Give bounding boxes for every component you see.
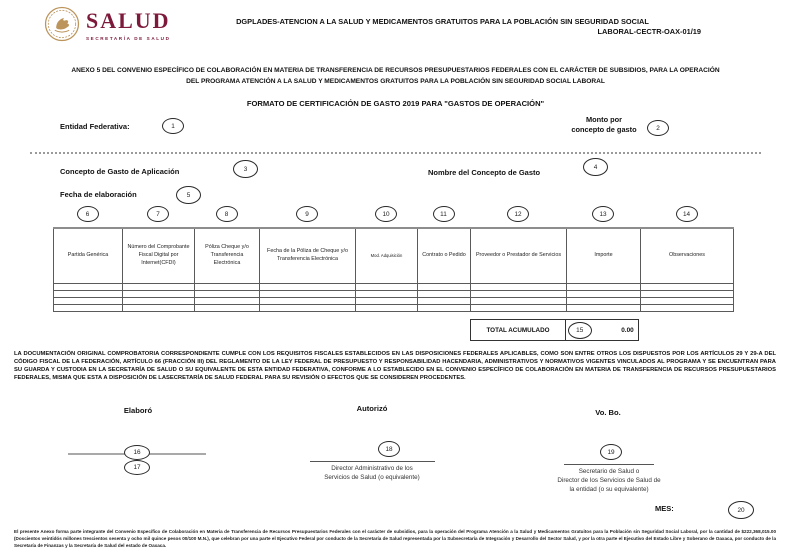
vobo-signer-title [534,468,684,494]
table-empty-row [54,297,734,304]
table-empty-row [54,304,734,311]
ref-circle-9: 9 [296,206,318,222]
empty-cell [195,283,260,290]
autorizo-label: Autorizó [356,404,388,413]
empty-cell [123,283,195,290]
autorizo-title-line-2: Servicios de Salud (o equivalente) [324,473,420,481]
autorizo-signer-title [302,465,442,483]
empty-cell [195,297,260,304]
table-empty-row [54,283,734,290]
empty-cell [567,297,641,304]
empty-cell [356,290,418,297]
empty-cell [418,283,471,290]
document-header [180,17,705,37]
footnote-paragraph: El presente Anexo forma parte integrante del Convenio Específico de Colaboración en Materia de Transferencia de Recursos Presupuestarios Federales con el carácter de subsidios, para la operación del Programa Atención a la Salud y Medicamentos Gratuitos para la Población sin Seguridad Social Laboral, por la cantidad de $222,368,015.00 (Doscientos veintidós millones trescientos sesenta y ocho mil quince pesos 00/100 M.N.), que celebran por una parte el Ejecutivo Federal por conducto de la Secretaría de Salud representada por la Subsecretaría de Integración y Desarrollo del Sector Salud, y por la otra parte el Ejecutivo del Estado Libre y Soberano de Oaxaca, por conducto de la Secretaría de Finanzas y la Secretaría de Salud del estado de Oaxaca. [14,529,776,549]
empty-cell [260,290,356,297]
total-acumulado-row [470,319,639,341]
monto-por-concepto-label [563,115,645,134]
empty-cell [260,297,356,304]
empty-cell [471,290,567,297]
vobo-title-line-2: Director de los Servicios de Salud de [557,476,661,484]
mes-label: MES: [655,504,674,513]
total-acumulado-label: TOTAL ACUMULADO [470,319,566,341]
empty-cell [123,290,195,297]
ref-circle-14: 14 [676,206,698,222]
empty-cell [356,297,418,304]
entidad-federativa-label: Entidad Federativa: [60,122,130,131]
ref-circle-17: 17 [124,460,150,475]
empty-cell [54,304,123,311]
ref-circle-19: 19 [600,444,622,460]
empty-cell [123,304,195,311]
concepto-gasto-label: Concepto de Gasto de Aplicación [60,167,180,176]
empty-cell [356,283,418,290]
header-program-line: DGPLADES-ATENCION A LA SALUD Y MEDICAMENTOS GRATUITOS PARA LA POBLACIÓN SIN SEGURIDAD SOCIAL [236,17,649,26]
ref-circle-3: 3 [233,160,258,178]
empty-cell [418,304,471,311]
nombre-concepto-label: Nombre del Concepto de Gasto [428,168,541,177]
col-header-importe: Importe [567,228,641,283]
empty-cell [471,304,567,311]
empty-cell [641,283,734,290]
col-header-fecha-poliza: Fecha de la Póliza de Cheque y/o Transferencia Electrónica [260,228,356,283]
anexo-line-1: ANEXO 5 DEL CONVENIO ESPECÍFICO DE COLABORACIÓN EN MATERIA DE TRANSFERENCIA DE RECURSOS PRESUPUESTARIOS FEDERALES CON EL CARÁCTER DE SUBSIDIOS, PARA LA OPERACIÓN [71,67,720,74]
ref-circle-15: 15 [568,322,592,339]
vobo-title-line-1: Secretario de Salud o [578,468,640,475]
col-header-partida: Partida Genérica [54,228,123,283]
empty-cell [471,297,567,304]
brand-subtitle: SECRETARÍA DE SALUD [86,36,171,41]
monto-label-line-2: concepto de gasto [571,124,637,134]
ref-circle-16: 16 [124,445,150,460]
empty-cell [54,297,123,304]
empty-cell [195,304,260,311]
empty-cell [54,283,123,290]
ref-circle-1: 1 [162,118,184,134]
empty-cell [418,297,471,304]
ref-circle-6: 6 [77,206,99,222]
autorizo-title-line-1: Director Administrativo de los [331,465,413,472]
brand-name: SALUD [86,8,171,33]
empty-cell [641,290,734,297]
empty-cell [54,290,123,297]
empty-cell [195,290,260,297]
ref-circle-8: 8 [216,206,238,222]
ref-circle-20: 20 [728,501,754,519]
dotted-separator [30,152,761,154]
vobo-signature-line [564,464,654,465]
salud-logo [44,6,171,47]
mexican-eagle-seal-icon [44,6,80,47]
ref-circle-7: 7 [147,206,169,222]
ref-circle-5: 5 [176,186,201,204]
ref-circle-11: 11 [433,206,455,222]
empty-cell [418,290,471,297]
form-title: FORMATO DE CERTIFICACIÓN DE GASTO 2019 PARA "GASTOS DE OPERACIÓN" [246,99,545,108]
total-acumulado-value-cell [565,319,639,341]
col-header-proveedor: Proveedor o Prestador de Servicios [471,228,567,283]
autorizo-signature-line [310,461,435,462]
empty-cell [567,304,641,311]
table-empty-row [54,290,734,297]
empty-cell [471,283,567,290]
empty-cell [567,290,641,297]
empty-cell [567,283,641,290]
col-header-contrato: Contrato o Pedido [418,228,471,283]
ref-circle-18: 18 [378,441,400,457]
ref-circle-12: 12 [507,206,529,222]
col-header-mod-adquisicion: Mod. Adquisición [356,228,418,283]
empty-cell [260,283,356,290]
empty-cell [356,304,418,311]
ref-circle-10: 10 [375,206,397,222]
ref-circle-4: 4 [583,158,608,176]
anexo-line-2: DEL PROGRAMA ATENCIÓN A LA SALUD Y MEDICAMENTOS GRATUITOS PARA LA POBLACIÓN SIN SEGURIDAD SOCIAL LABORAL [186,77,605,85]
total-acumulado-value: 0.00 [621,326,634,334]
vobo-title-line-3: la entidad (o su equivalente) [569,485,649,493]
header-reference-code: LABORAL-CECTR-OAX-01/19 [597,26,701,36]
ref-circle-13: 13 [592,206,614,222]
vobo-label: Vo. Bo. [595,408,621,417]
anexo-paragraph [30,66,761,88]
col-header-observaciones: Observaciones [641,228,734,283]
expense-table [53,227,734,312]
monto-label-line-1: Monto por [585,115,623,124]
col-header-cfdi: Número del Comprobante Fiscal Digital por Internet(CFDI) [123,228,195,283]
table-header-row [54,228,734,283]
empty-cell [641,304,734,311]
col-header-poliza: Póliza Cheque y/o Transferencia Electrónica [195,228,260,283]
ref-circle-2: 2 [647,120,669,136]
fecha-elaboracion-label: Fecha de elaboración [60,190,137,199]
elaboro-label: Elaboró [123,406,153,415]
legal-certification-paragraph: LA DOCUMENTACIÓN ORIGINAL COMPROBATORIA CORRESPONDIENTE CUMPLE CON LOS REQUISITOS FISCALES ESTABLECIDOS EN LAS DISPOSICIONES FEDERALES APLICABLES, COMO SON ENTRE OTROS LOS DISPUESTOS POR LOS ARTÍCULOS 29 Y 29-A DEL CÓDIGO FISCAL DE LA FEDERACIÓN, ARTÍCULO 66 (FRACCIÓN III) DEL REGLAMENTO DE LA LEY FEDERAL DE PRESUPUESTO Y RESPONSABILIDAD HACENDARIA, ADMINISTRATIVOS Y NORMATIVOS VIGENTES VINCULADOS AL PROGRAMA Y SE ENCUENTRAN PARA SU GUARDA Y CUSTODIA EN LA SECRETARÍA DE SALUD O SU EQUIVALENTE DE ESTA ENTIDAD FEDERATIVA, CONFORME A LO ESTABLECIDO EN EL CONVENIO ESPECÍFICO DE COLABORACIÓN EN MATERIA DE TRANSFERENCIA DE RECURSOS PRESUPUESTARIOS FEDERALES, MISMA QUE ESTA A DISPOSICIÓN DE LASECRETARÍA DE SALUD FEDERAL PARA SU REVISIÓN O EFECTOS QUE SE CONSIDEREN PROCEDENTES. [14,351,776,382]
empty-cell [123,297,195,304]
empty-cell [260,304,356,311]
table-column-refs-row [53,206,733,222]
empty-cell [641,297,734,304]
